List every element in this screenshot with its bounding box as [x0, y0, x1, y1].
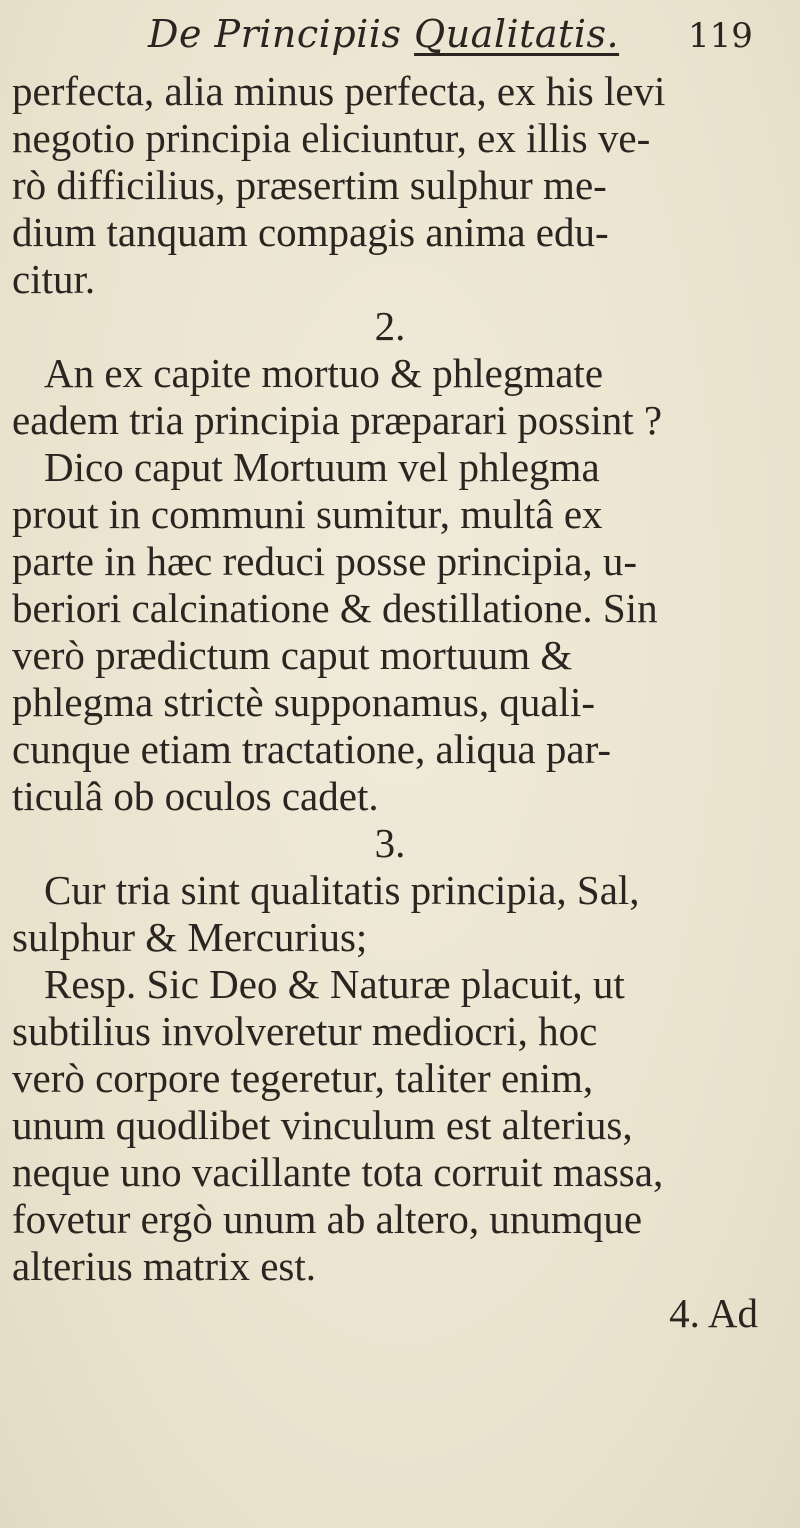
section-number: 3.	[374, 820, 406, 866]
page-number: 119	[688, 16, 753, 56]
page-header	[0, 6, 800, 62]
text-line: ticulâ ob oculos cadet.	[12, 773, 379, 819]
text-line: parte in hæc reduci posse principia, u-	[12, 538, 638, 584]
text-line: subtilius involveretur mediocri, hoc	[12, 1008, 598, 1054]
text-line: sulphur & Mercurius;	[12, 914, 368, 960]
running-title	[148, 12, 619, 56]
text-line: negotio principia eliciuntur, ex illis ve-	[12, 115, 651, 161]
text-line: cunque etiam tractatione, aliqua par-	[12, 726, 612, 772]
text-line: beriori calcinatione & destillatione. Sin	[12, 585, 658, 631]
body-text	[12, 68, 788, 1337]
text-line: unum quodlibet vinculum est alterius,	[12, 1102, 633, 1148]
text-line: fovetur ergò unum ab altero, unumque	[12, 1196, 643, 1242]
text-line: eadem tria principia præparari possint ?	[12, 397, 663, 443]
text-line: dium tanquam compagis anima edu-	[12, 209, 609, 255]
text-line: Resp. Sic Deo & Naturæ placuit, ut	[44, 961, 625, 1007]
text-line: Cur tria sint qualitatis principia, Sal,	[44, 867, 640, 913]
text-line: verò corpore tegeretur, taliter enim,	[12, 1055, 594, 1101]
text-line: An ex capite mortuo & phlegmate	[44, 350, 604, 396]
text-line: Dico caput Mortuum vel phlegma	[44, 444, 600, 490]
text-line: prout in communi sumitur, multâ ex	[12, 491, 603, 537]
text-line: neque uno vacillante tota corruit massa,	[12, 1149, 664, 1195]
catchword: 4. Ad	[669, 1290, 758, 1336]
text-line: citur.	[12, 256, 96, 302]
text-line: verò prædictum caput mortuum &	[12, 632, 573, 678]
text-line: alterius matrix est.	[12, 1243, 316, 1289]
running-title-part1: De Principiis	[148, 12, 415, 56]
running-title-part2: Qualitatis.	[414, 12, 620, 56]
text-line: rò difficilius, præsertim sulphur me-	[12, 162, 607, 208]
text-line: phlegma strictè supponamus, quali-	[12, 679, 595, 725]
section-number: 2.	[374, 303, 406, 349]
text-line: perfecta, alia minus perfecta, ex his levi	[12, 68, 666, 114]
